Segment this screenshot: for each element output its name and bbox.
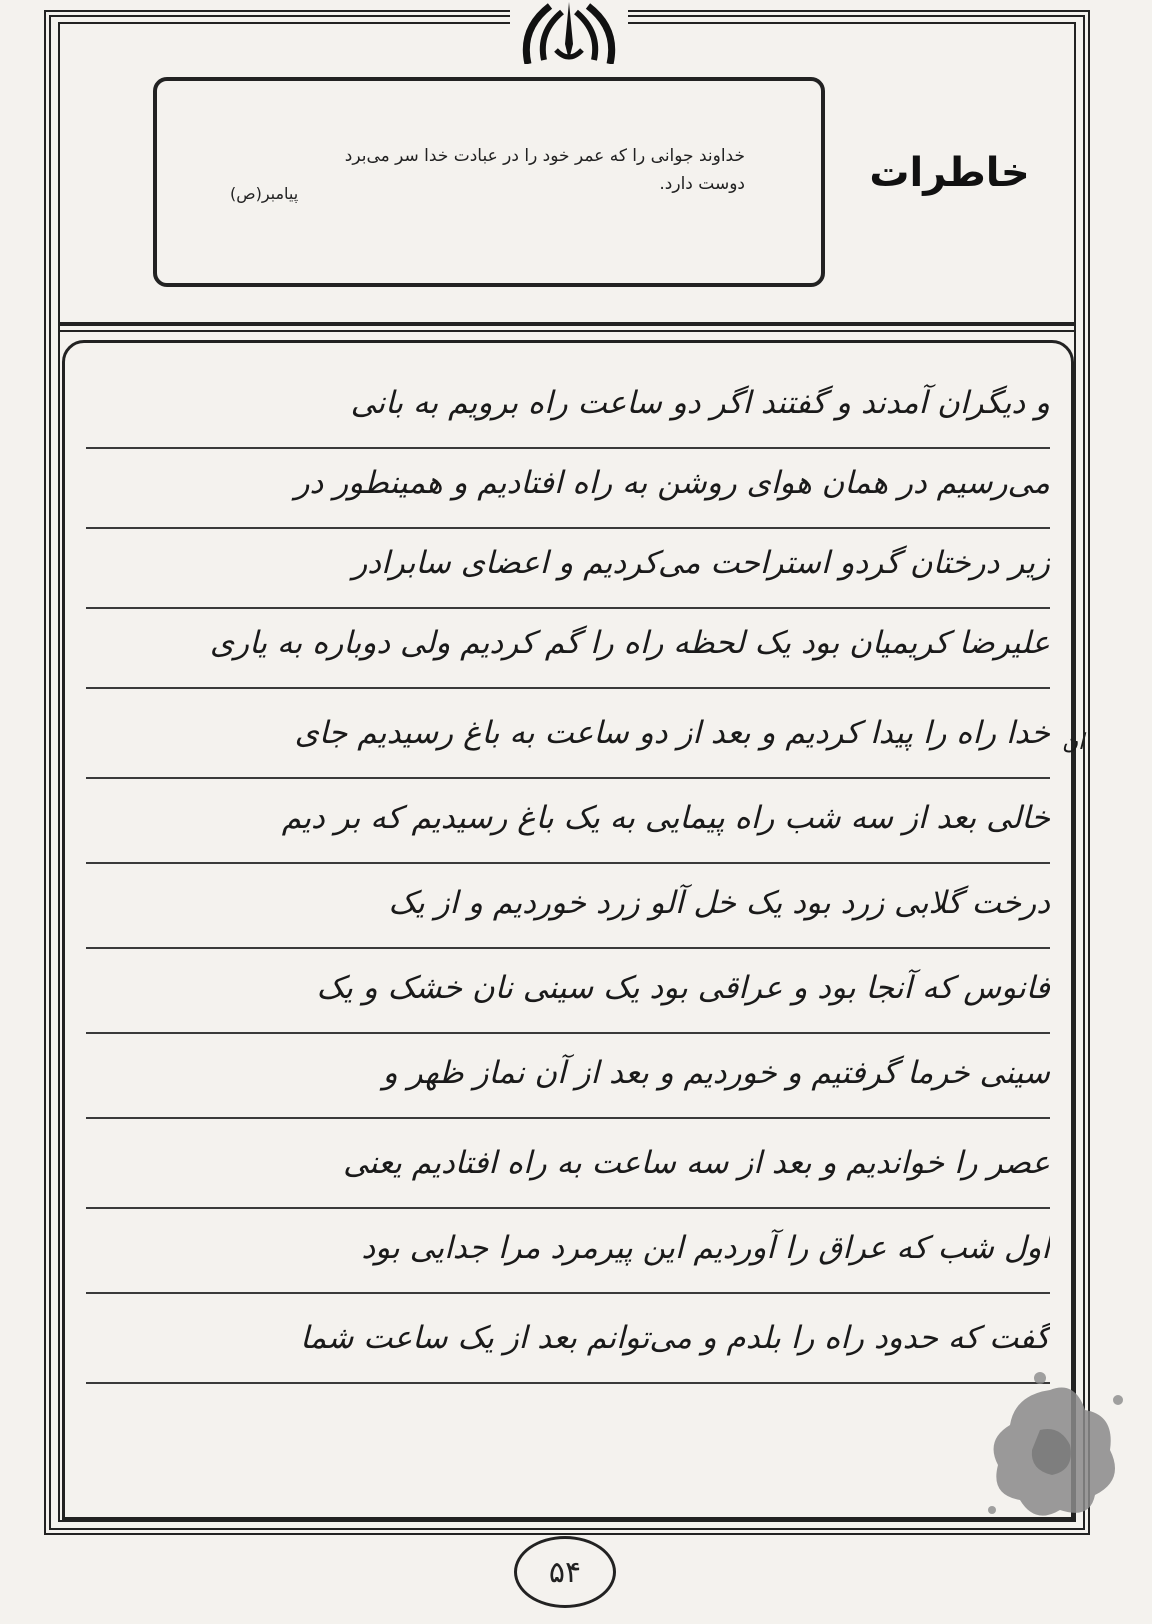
handwritten-line: اول شب که عراق را آوردیم این پیرمرد مرا جدایی بود bbox=[86, 1220, 1050, 1294]
quote-attribution: پیامبر(ص) bbox=[230, 184, 299, 203]
handwritten-line: گفت که حدود راه را بلدم و می‌توانم بعد از یک ساعت شما bbox=[86, 1310, 1050, 1384]
margin-note: ان bbox=[1062, 730, 1085, 755]
quote-line-1: خداوند جوانی را که عمر خود را در عبادت خدا سر می‌برد bbox=[344, 146, 745, 166]
handwritten-line: خالی بعد از سه شب راه پیمایی به یک باغ رسیدیم که بر دیم bbox=[86, 790, 1050, 864]
handwritten-line: عصر را خواندیم و بعد از سه ساعت به راه افتادیم یعنی bbox=[86, 1135, 1050, 1209]
handwritten-line: و دیگران آمدند و گفتند اگر دو ساعت راه برویم به بانی bbox=[86, 375, 1050, 449]
quote-line-2: دوست دارد. bbox=[659, 174, 745, 194]
ink-stain bbox=[980, 1370, 1130, 1530]
handwritten-line: فانوس که آنجا بود و عراقی بود یک سینی نان خشک و یک bbox=[86, 960, 1050, 1034]
handwritten-line: زیر درختان گردو استراحت می‌کردیم و اعضای سابرادر bbox=[86, 535, 1050, 609]
handwritten-line: سینی خرما گرفتیم و خوردیم و بعد از آن نماز ظهر و bbox=[86, 1045, 1050, 1119]
page-number: ۵۴ bbox=[514, 1536, 616, 1608]
section-title: خاطرات bbox=[869, 150, 1030, 196]
handwritten-line: علیرضا کریمیان بود یک لحظه راه را گم کردیم ولی دوباره به یاری bbox=[86, 615, 1050, 689]
handwritten-line: خدا راه را پیدا کردیم و بعد از دو ساعت به باغ رسیدیم جای bbox=[86, 705, 1050, 779]
handwritten-line: می‌رسیم در همان هوای روشن به راه افتادیم و همینطور در bbox=[86, 455, 1050, 529]
handwritten-line: درخت گلابی زرد بود یک خل آلو زرد خوردیم و از یک bbox=[86, 875, 1050, 949]
header-divider bbox=[58, 322, 1076, 332]
